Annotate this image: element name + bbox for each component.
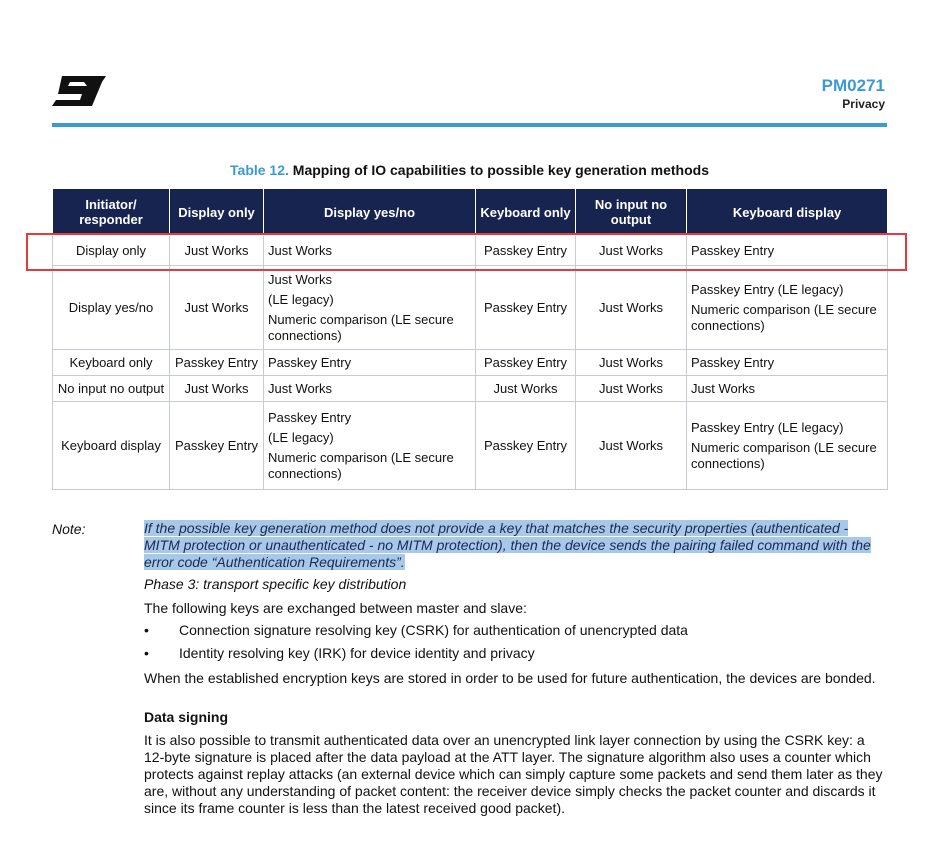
table-cell (687, 266, 888, 350)
st-logo (52, 76, 106, 106)
keys-intro: The following keys are exchanged between master and slave: (144, 600, 527, 616)
table-cell (687, 376, 888, 402)
bonded-paragraph: When the established encryption keys are stored in order to be used for future authentication, the devices are bonded. (144, 670, 876, 686)
list-item: • Connection signature resolving key (CSRK) for authentication of unencrypted data (144, 622, 884, 639)
table-cell: Just Works (170, 266, 264, 350)
table-header-row (53, 189, 888, 236)
table-cell (264, 402, 476, 490)
row-highlight-box (26, 233, 907, 271)
column-header: Initiator/ responder (53, 189, 170, 236)
cell-line: Just Works (268, 271, 333, 287)
column-header: Keyboard only (476, 189, 576, 236)
table-caption (52, 162, 887, 178)
key-list (144, 622, 884, 668)
table-cell: Just Works (576, 266, 687, 350)
cell-line: Numeric comparison (LE secure connections) (268, 449, 454, 481)
responder-cell: Display yes/no (53, 266, 170, 350)
table-cell: Just Works (576, 350, 687, 376)
table-cell: Just Works (576, 376, 687, 402)
table-row (53, 350, 888, 376)
table-cell: Passkey Entry (476, 236, 576, 266)
table-cell: Passkey Entry (476, 266, 576, 350)
cell-line: (LE legacy) (268, 429, 334, 445)
cell-line: (LE legacy) (268, 291, 334, 307)
table-cell: Just Works (576, 236, 687, 266)
cell-line: Just Works (268, 242, 333, 258)
note-label: Note: (52, 521, 86, 537)
document-id (822, 76, 885, 112)
table-row (53, 266, 888, 350)
table-cell (264, 266, 476, 350)
header-rule (52, 123, 887, 127)
column-header: Display yes/no (264, 189, 476, 236)
cell-line: Numeric comparison (LE secure connections) (691, 439, 877, 471)
cell-line: Just Works (268, 380, 333, 396)
table-cell (264, 376, 476, 402)
table-cell (687, 402, 888, 490)
data-signing-heading: Data signing (144, 709, 229, 725)
table-cell: Just Works (170, 376, 264, 402)
table-cell (264, 350, 476, 376)
table-cell: Just Works (170, 236, 264, 266)
table-cell: Passkey Entry (170, 350, 264, 376)
column-header: Display only (170, 189, 264, 236)
note-text[interactable] (144, 520, 884, 571)
table-caption-number: Table 12. (230, 162, 289, 178)
cell-line: Numeric comparison (LE secure connections) (691, 301, 877, 333)
phase-title: Phase 3: transport specific key distribution (144, 576, 407, 592)
column-header: No input no output (576, 189, 687, 236)
cell-line: Passkey Entry (268, 409, 352, 425)
doc-code: PM0271 (821, 76, 885, 95)
cell-line: Passkey Entry (691, 242, 775, 258)
table-cell: Passkey Entry (476, 350, 576, 376)
cell-line: Numeric comparison (LE secure connections) (268, 311, 454, 343)
cell-line: Just Works (691, 380, 756, 396)
responder-cell: Keyboard only (53, 350, 170, 376)
cell-line: Passkey Entry (LE legacy) (691, 419, 844, 435)
responder-cell: Display only (53, 236, 170, 266)
table-cell (687, 350, 888, 376)
column-header: Keyboard display (687, 189, 888, 236)
responder-cell: Keyboard display (53, 402, 170, 490)
table-cell: Just Works (476, 376, 576, 402)
list-item: • Identity resolving key (IRK) for device identity and privacy (144, 645, 884, 662)
table-row (53, 402, 888, 490)
cell-line: Passkey Entry (691, 354, 775, 370)
responder-cell: No input no output (53, 376, 170, 402)
table-cell: Just Works (576, 402, 687, 490)
data-signing-paragraph: It is also possible to transmit authenticated data over an unencrypted link layer connection by using the CSRK key: a 12-byte signature is placed after the data payload at the ATT layer. The signature algorithm also uses a counter which protects against replay attacks (an external device which can simply capture some packets and send them later as they are, without any understanding of packet content: the receiver device simply checks the packet counter and discards it since its frame counter is less than the latest received good packet). (144, 732, 883, 816)
cell-line: Passkey Entry (LE legacy) (691, 281, 844, 297)
table-cell: Passkey Entry (170, 402, 264, 490)
note-selected-text[interactable]: If the possible key generation method does not provide a key that matches the security properties (authenticated - MITM protection or unauthenticated - no MITM protection), then the device sends the pairing failed command with the error code “Authentication Requirements”. (144, 520, 871, 570)
table-row (53, 376, 888, 402)
table-cell: Passkey Entry (476, 402, 576, 490)
doc-section: Privacy (842, 97, 885, 111)
cell-line: Passkey Entry (268, 354, 352, 370)
table-caption-text: Mapping of IO capabilities to possible key generation methods (292, 162, 709, 178)
